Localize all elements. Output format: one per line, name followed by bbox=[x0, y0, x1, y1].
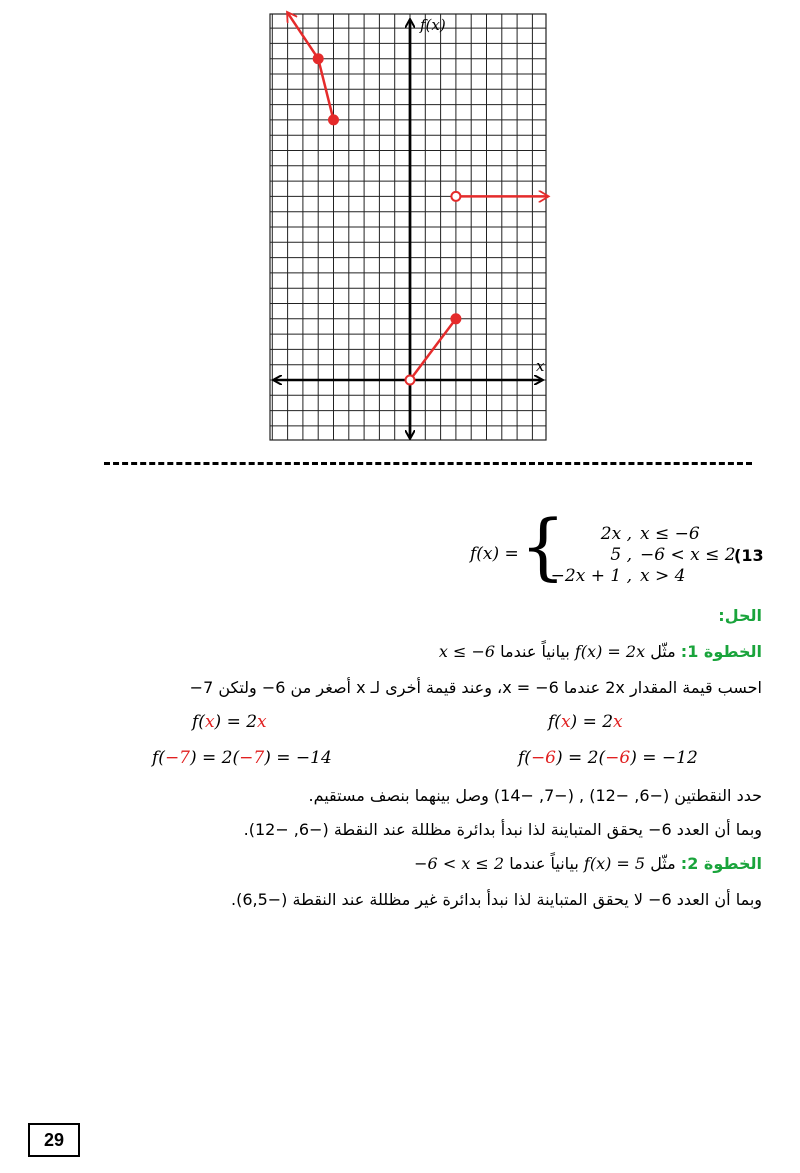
step2-mid: بيانياً عندما bbox=[509, 854, 579, 873]
filled-circle-line: وبما أن العدد 6− يحقق المتباينة لذا نبدأ بدائرة مظللة عند النقطة (−6, −12). bbox=[243, 820, 762, 839]
equation-right-2: f(−6) = 2(−6) = −12 bbox=[518, 748, 698, 768]
graph-curve bbox=[288, 13, 548, 385]
step2-line bbox=[414, 854, 762, 873]
x-axis-label: x bbox=[536, 357, 545, 375]
brace-symbol: { bbox=[520, 504, 566, 588]
instruction-line: احسب قيمة المقدار 2x عندما x = −6، وعند قيمة أخرى لـ x أصغر من 6− ولتكن 7− bbox=[189, 678, 762, 697]
closed-point bbox=[329, 115, 338, 124]
closed-point bbox=[314, 54, 323, 63]
open-point bbox=[451, 192, 460, 201]
function-graph bbox=[0, 0, 800, 460]
step2-func: f(x) = 5 bbox=[583, 854, 646, 873]
solution-heading: الحل: bbox=[718, 606, 762, 625]
closed-point bbox=[451, 314, 460, 323]
points-line: حدد النقطتين (−6, −12) , (−7, −14) وصل بينهما بنصف مستقيم. bbox=[308, 786, 762, 805]
case-condition: x ≤ −6 bbox=[640, 524, 700, 544]
case-expression: 2x , bbox=[600, 524, 632, 544]
y-axis-label: f(x) bbox=[420, 16, 446, 34]
case-row bbox=[532, 566, 685, 586]
case-row bbox=[532, 524, 700, 544]
case-condition: −6 < x ≤ 2 bbox=[640, 545, 736, 565]
case-condition: x > 4 bbox=[640, 566, 686, 586]
step1-line bbox=[439, 642, 762, 661]
page-number: 29 bbox=[28, 1123, 80, 1157]
equation-left-1: f(x) = 2x bbox=[192, 712, 267, 732]
step1-label: الخطوة 1: bbox=[680, 642, 762, 661]
step1-text: مثّل bbox=[650, 642, 676, 661]
step1-func: f(x) = 2x bbox=[574, 642, 646, 661]
case-expression: 5 , bbox=[610, 545, 632, 565]
equation-left-2: f(−7) = 2(−7) = −14 bbox=[152, 748, 332, 768]
section-divider bbox=[104, 462, 752, 465]
step2-text: مثّل bbox=[650, 854, 676, 873]
function-name: f(x) = bbox=[470, 544, 519, 564]
equation-right-1: f(x) = 2x bbox=[548, 712, 623, 732]
step1-cond: x ≤ −6 bbox=[438, 642, 496, 661]
problem-number: (13 bbox=[734, 546, 764, 565]
open-circle-line: وبما أن العدد 6− لا يحقق المتباينة لذا نبدأ بدائرة غير مظللة عند النقطة (−6,5). bbox=[230, 890, 762, 909]
step2-cond: −6 < x ≤ 2 bbox=[414, 854, 505, 873]
step2-label: الخطوة 2: bbox=[680, 854, 762, 873]
case-row bbox=[532, 545, 736, 565]
step1-mid: بيانياً عندما bbox=[500, 642, 570, 661]
piecewise-definition bbox=[470, 504, 770, 594]
open-point bbox=[406, 376, 415, 385]
case-expression: −2x + 1 , bbox=[550, 566, 632, 586]
